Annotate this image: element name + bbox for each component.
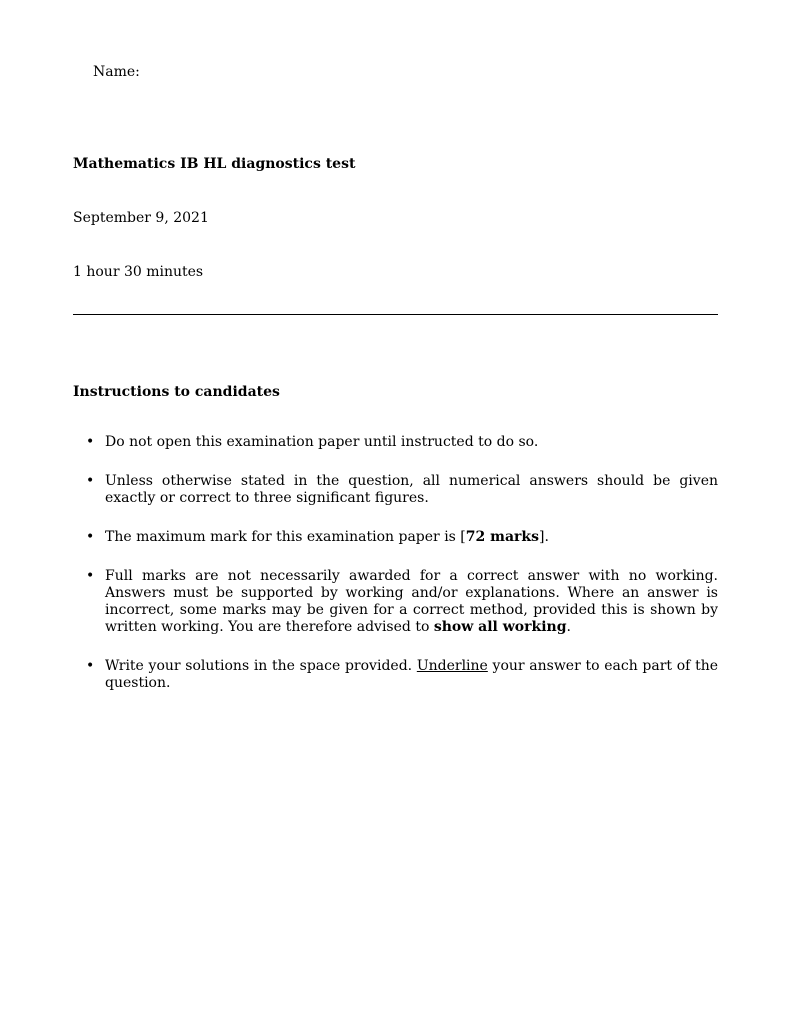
instructions-list [86, 434, 718, 714]
exam-duration: 1 hour 30 minutes [73, 264, 204, 280]
bullet-icon: • [86, 529, 95, 545]
instruction-item [86, 529, 718, 546]
instruction-item [86, 434, 718, 451]
max-marks-value: 72 marks [465, 529, 539, 545]
instruction-text-tail: ]. [538, 529, 549, 545]
bullet-icon: • [86, 434, 95, 450]
bullet-icon: • [86, 568, 95, 584]
bullet-icon: • [86, 658, 95, 674]
exam-title: Mathematics IB HL diagnostics test [73, 156, 356, 172]
instruction-text-tail: . [566, 619, 571, 635]
instruction-text: Unless otherwise stated in the question, all numerical answers should be given exactly or correct to three significant figures. [105, 473, 718, 506]
name-label: Name: [93, 64, 140, 80]
exam-date: September 9, 2021 [73, 210, 209, 226]
instruction-item [86, 568, 718, 636]
instruction-text: Do not open this examination paper until instructed to do so. [105, 434, 539, 450]
bullet-icon: • [86, 473, 95, 489]
instruction-text: Write your solutions in the space provided. [105, 658, 417, 674]
horizontal-divider [73, 314, 718, 315]
instruction-item [86, 658, 718, 692]
instruction-item [86, 473, 718, 507]
show-all-working-emphasis: show all working [433, 619, 567, 635]
instruction-text: Full marks are not necessarily awarded for a correct answer with no working. Answers must be supported by working and/or explanations. Where an answer is incorrect, some marks may be given for a correct method, provided this is shown by written working. You are therefore advised to [105, 568, 718, 635]
underline-emphasis: Underline [416, 658, 488, 674]
instruction-text: The maximum mark for this examination paper is [ [105, 529, 466, 545]
instruction-text-tail: your answer to each part of the question. [105, 658, 718, 691]
instructions-heading: Instructions to candidates [73, 384, 280, 400]
